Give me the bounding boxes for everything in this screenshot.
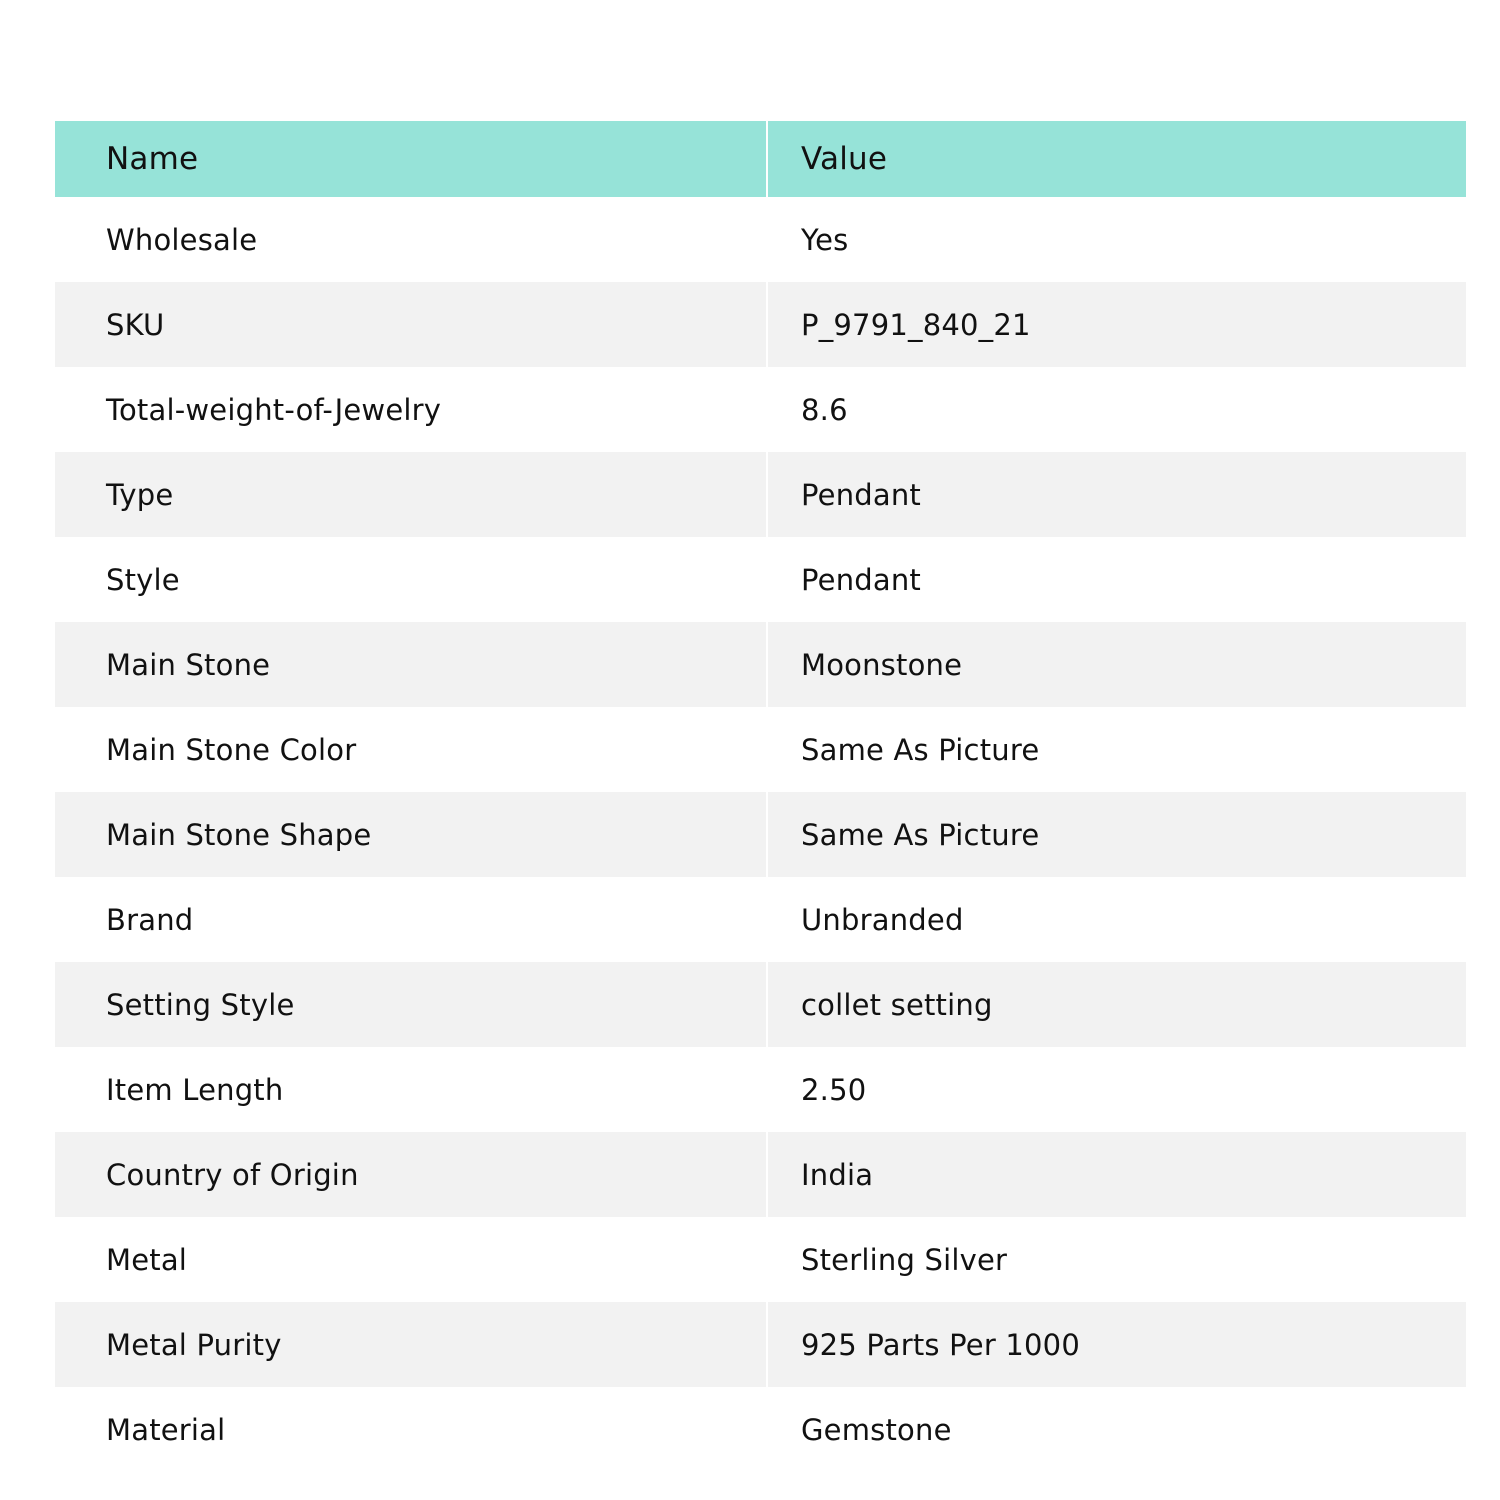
row-value: collet setting <box>768 962 1466 1047</box>
table-row <box>55 537 1466 622</box>
row-name: Metal Purity <box>55 1302 766 1387</box>
row-value: Same As Picture <box>768 707 1466 792</box>
row-value: Moonstone <box>768 622 1466 707</box>
row-value: Pendant <box>768 452 1466 537</box>
table-row <box>55 877 1466 962</box>
table-row <box>55 1132 1466 1217</box>
row-value: Pendant <box>768 537 1466 622</box>
table-row <box>55 792 1466 877</box>
table-body <box>55 197 1466 1472</box>
header-value: Value <box>768 121 1466 197</box>
row-value: Sterling Silver <box>768 1217 1466 1302</box>
row-name: Main Stone Color <box>55 707 766 792</box>
row-name: SKU <box>55 282 766 367</box>
table-row <box>55 1302 1466 1387</box>
table-row <box>55 1217 1466 1302</box>
row-value: Yes <box>768 197 1466 282</box>
row-name: Wholesale <box>55 197 766 282</box>
row-name: Item Length <box>55 1047 766 1132</box>
table-row <box>55 1047 1466 1132</box>
row-value: Gemstone <box>768 1387 1466 1472</box>
spec-table <box>55 121 1466 1472</box>
row-name: Country of Origin <box>55 1132 766 1217</box>
row-value: 925 Parts Per 1000 <box>768 1302 1466 1387</box>
table-row <box>55 707 1466 792</box>
table-row <box>55 197 1466 282</box>
table-row <box>55 452 1466 537</box>
row-value: India <box>768 1132 1466 1217</box>
row-name: Type <box>55 452 766 537</box>
header-name: Name <box>55 121 766 197</box>
table-row <box>55 367 1466 452</box>
row-name: Total-weight-of-Jewelry <box>55 367 766 452</box>
table-row <box>55 622 1466 707</box>
row-name: Metal <box>55 1217 766 1302</box>
row-value: 2.50 <box>768 1047 1466 1132</box>
table-row <box>55 1387 1466 1472</box>
row-value: Same As Picture <box>768 792 1466 877</box>
row-name: Style <box>55 537 766 622</box>
row-name: Brand <box>55 877 766 962</box>
row-value: Unbranded <box>768 877 1466 962</box>
table-row <box>55 962 1466 1047</box>
row-name: Main Stone Shape <box>55 792 766 877</box>
row-value: 8.6 <box>768 367 1466 452</box>
table-header-row <box>55 121 1466 197</box>
row-name: Setting Style <box>55 962 766 1047</box>
row-name: Main Stone <box>55 622 766 707</box>
row-value: P_9791_840_21 <box>768 282 1466 367</box>
row-name: Material <box>55 1387 766 1472</box>
table-row <box>55 282 1466 367</box>
